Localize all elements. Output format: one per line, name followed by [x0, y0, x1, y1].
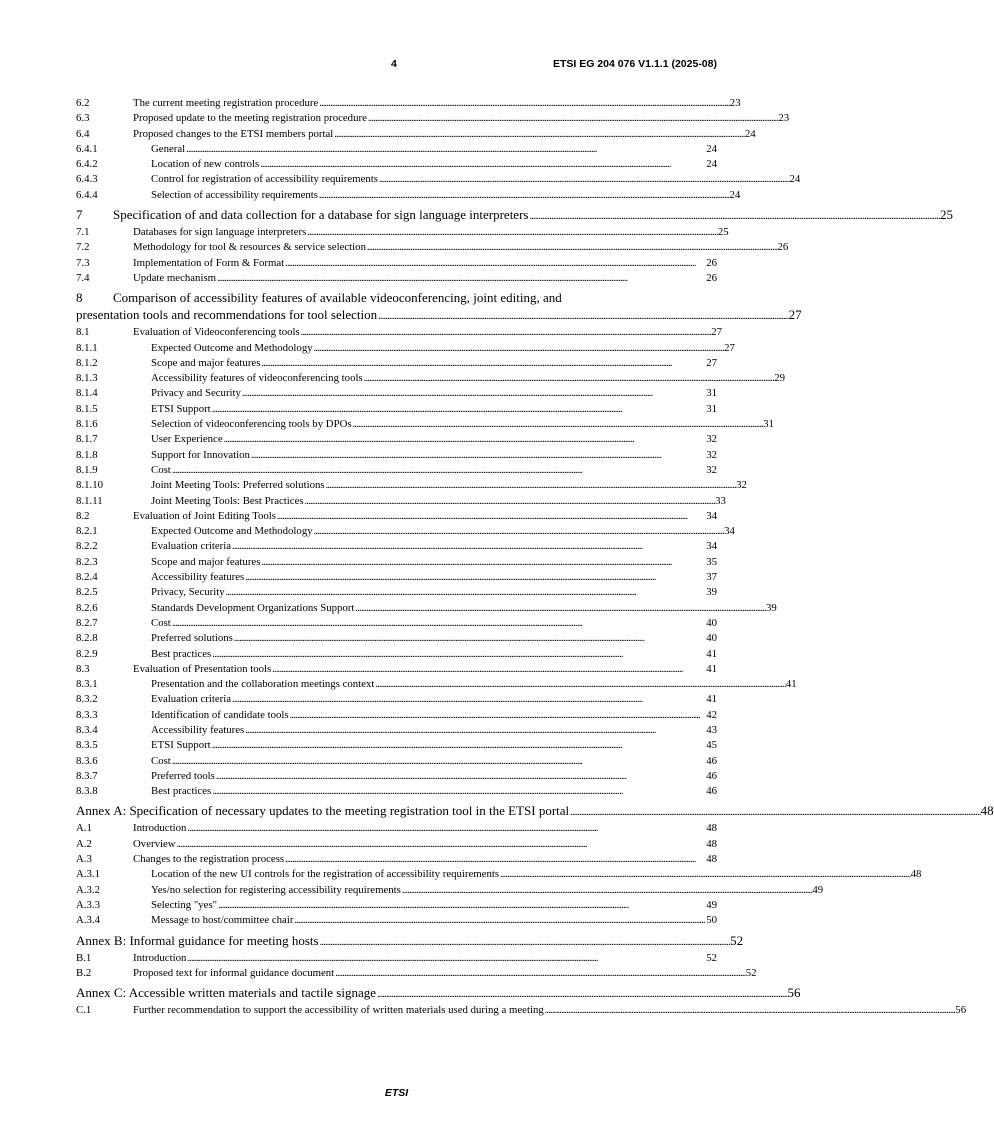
toc-entry[interactable]: [76, 570, 717, 585]
toc-entry-number: A.3.4: [76, 914, 100, 927]
toc-entry-number: 6.4.3: [76, 173, 98, 186]
toc-entry-section-8[interactable]: [76, 289, 802, 325]
toc-leader-dots: [570, 802, 980, 821]
toc-leader-dots: [367, 240, 777, 255]
toc-entry[interactable]: [76, 509, 717, 524]
toc-entry-number: 8.1.6: [76, 418, 98, 431]
toc-entry-page: 56: [955, 1004, 967, 1017]
toc-entry[interactable]: [76, 769, 717, 784]
toc-entry-number: 8.2.1: [76, 525, 98, 538]
toc-leader-dots: [216, 769, 705, 784]
toc-entry[interactable]: [76, 784, 717, 799]
toc-entry[interactable]: [76, 616, 717, 631]
toc-entry[interactable]: [76, 723, 717, 738]
toc-entry-title: Evaluation criteria: [151, 693, 232, 706]
toc-entry[interactable]: [76, 356, 717, 371]
toc-entry[interactable]: [76, 172, 801, 187]
toc-leader-dots: [261, 555, 705, 570]
toc-entry[interactable]: [76, 677, 797, 692]
toc-entry-title: Accessibility features of videoconferencing tools: [151, 372, 363, 385]
toc-entry-page: 52: [706, 951, 717, 964]
toc-entry-page: 37: [706, 571, 717, 584]
toc-leader-dots: [177, 837, 706, 852]
toc-entry-title: Annex B: Informal guidance for meeting hosts: [76, 932, 319, 948]
toc-entry-page: 40: [706, 632, 717, 645]
toc-leader-dots: [290, 708, 706, 723]
toc-entry-title: Cost: [151, 463, 171, 476]
toc-leader-dots: [334, 127, 744, 142]
toc-entry[interactable]: [76, 127, 756, 142]
toc-entry[interactable]: [76, 631, 717, 646]
toc-entry-number: 8.2.3: [76, 555, 98, 568]
toc-entry[interactable]: [76, 852, 717, 867]
toc-entry[interactable]: [76, 951, 717, 966]
toc-entry-title: Privacy, Security: [151, 586, 225, 599]
toc-entry-title: Identification of candidate tools: [151, 708, 289, 721]
toc-entry-page: 32: [706, 433, 717, 446]
toc-leader-dots: [218, 898, 705, 913]
toc-entry-page: 24: [706, 158, 717, 171]
toc-entry-number: A.3: [76, 853, 92, 866]
toc-entry[interactable]: [76, 601, 777, 616]
toc-leader-dots: [355, 601, 765, 616]
toc-entry-number: 7: [76, 207, 83, 223]
toc-entry-page: 23: [729, 97, 741, 109]
toc-entry-title: Databases for sign language interpreters: [133, 226, 307, 239]
toc-entry[interactable]: [76, 111, 790, 126]
toc-entry-page: 24: [744, 127, 756, 140]
toc-entry[interactable]: [76, 555, 717, 570]
toc-entry-number: 8.1.10: [76, 479, 103, 492]
toc-entry-page: 48: [706, 837, 717, 850]
toc-leader-dots: [314, 524, 724, 539]
toc-entry-title: The current meeting registration procedure: [133, 97, 319, 109]
toc-entry-title: Presentation and the collaboration meetings context: [151, 678, 375, 691]
toc-entry[interactable]: [76, 206, 953, 225]
toc-entry[interactable]: [76, 417, 774, 432]
toc-entry[interactable]: [76, 157, 717, 172]
toc-leader-dots: [307, 225, 717, 240]
toc-entry-title: Scope and major features: [151, 555, 261, 568]
toc-entry[interactable]: [76, 662, 717, 677]
toc-entry-page: 25: [939, 207, 953, 223]
toc-entry-page: 40: [706, 616, 717, 629]
toc-entry-page: 29: [774, 372, 785, 385]
toc-entry-page: 27: [711, 326, 723, 339]
toc-entry-page: 26: [777, 241, 789, 254]
toc-entry-page: 48: [706, 853, 717, 866]
toc-entry-page: 25: [717, 226, 729, 239]
toc-leader-dots: [212, 738, 706, 753]
toc-entry-page: 39: [765, 601, 777, 614]
toc-entry-page: 45: [706, 739, 717, 752]
toc-entry-title: Selecting "yes": [151, 898, 218, 911]
toc-entry-title: Expected Outcome and Methodology: [151, 525, 313, 538]
toc-leader-dots: [320, 932, 730, 951]
toc-entry[interactable]: [76, 432, 717, 447]
toc-entry-title: Selection of accessibility requirements: [151, 188, 318, 201]
toc-entry-title: Preferred solutions: [151, 632, 233, 645]
toc-leader-dots: [212, 784, 705, 799]
toc-entry-number: 8.3.6: [76, 754, 98, 767]
toc-entry-number: B.1: [76, 951, 92, 964]
toc-entry-title: Specification of and data collection for a database for sign language interpreters: [113, 207, 529, 223]
toc-entry-number: A.3.1: [76, 868, 100, 881]
toc-entry-number: 8.3.8: [76, 785, 98, 798]
toc-entry-page: 34: [724, 525, 735, 538]
toc-entry-number: 7.1: [76, 226, 90, 239]
toc-entry-page: 35: [706, 555, 717, 568]
toc-entry[interactable]: [76, 448, 717, 463]
toc-leader-dots: [172, 754, 705, 769]
toc-entry-title: Location of the new UI controls for the registration of accessibility requirements: [151, 868, 500, 881]
toc-entry-number: 8.2.6: [76, 601, 98, 614]
toc-leader-dots: [402, 883, 812, 898]
toc-leader-dots: [187, 951, 705, 966]
toc-entry-title: Privacy and Security: [151, 387, 241, 400]
toc-leader-dots: [529, 206, 939, 225]
toc-entry-page: 23: [778, 112, 790, 125]
toc-entry[interactable]: [76, 494, 726, 509]
toc-entry[interactable]: [76, 142, 717, 157]
toc-entry[interactable]: [76, 821, 717, 836]
toc-leader-dots: [272, 662, 705, 677]
toc-leader-dots: [285, 852, 705, 867]
toc-entry-page: 31: [706, 387, 717, 400]
toc-leader-dots: [314, 341, 724, 356]
toc-entry-number: 8.1.7: [76, 433, 98, 446]
toc-entry-page: 32: [706, 448, 717, 461]
toc-entry-page: 46: [706, 785, 717, 798]
toc-entry-page: 41: [706, 647, 717, 660]
toc-entry[interactable]: [76, 898, 717, 913]
toc-entry-number: 8.1.11: [76, 494, 103, 507]
toc-entry-number: 6.2: [76, 97, 90, 109]
toc-leader-dots: [242, 386, 705, 401]
toc-entry-title: Methodology for tool & resources & service selection: [133, 241, 366, 254]
toc-entry-page: 43: [706, 723, 717, 736]
toc-leader-dots: [187, 821, 705, 836]
toc-leader-dots: [377, 984, 787, 1003]
toc-entry[interactable]: [76, 1003, 967, 1018]
toc-entry-number: 8.3.7: [76, 769, 98, 782]
toc-entry[interactable]: [76, 225, 729, 240]
toc-entry[interactable]: [76, 463, 717, 478]
toc-leader-dots: [364, 371, 774, 386]
toc-entry-page: 49: [706, 898, 717, 911]
toc-entry-number: 8.3.3: [76, 708, 98, 721]
toc-entry-number: 8.3.5: [76, 739, 98, 752]
toc-entry-title: Accessibility features: [151, 723, 245, 736]
toc-entry-number: 8.3.2: [76, 693, 98, 706]
toc-entry-page: 32: [706, 463, 717, 476]
toc-leader-dots: [545, 1003, 955, 1018]
toc-entry-title: Overview: [133, 837, 176, 850]
toc-entry-title: ETSI Support: [151, 739, 211, 752]
toc-entry-number: 8.2.7: [76, 616, 98, 629]
toc-entry-number: 8.3.1: [76, 678, 98, 691]
toc-entry-number: 6.4: [76, 127, 90, 140]
toc-entry-title: User Experience: [151, 433, 223, 446]
toc-leader-dots: [285, 256, 705, 271]
toc-entry-number: 8.3.4: [76, 723, 98, 736]
toc-entry-number: 6.3: [76, 112, 90, 125]
page-header: [0, 58, 793, 72]
toc-entry-title: Implementation of Form & Format: [133, 256, 285, 269]
toc-entry-title: Proposed changes to the ETSI members portal: [133, 127, 334, 140]
toc-entry[interactable]: [76, 341, 735, 356]
toc-entry[interactable]: [76, 96, 741, 111]
toc-entry-title: Selection of videoconferencing tools by DPOs: [151, 418, 352, 431]
toc-leader-dots: [319, 96, 729, 111]
toc-entry-number: A.3.2: [76, 883, 100, 896]
toc-entry-title: Annex C: Accessible written materials and tactile signage: [76, 985, 376, 1001]
page-footer: ETSI: [384, 1087, 409, 1099]
toc-entry-page: 34: [706, 509, 717, 522]
toc-entry[interactable]: [76, 371, 785, 386]
toc-entry[interactable]: [76, 256, 717, 271]
toc-entry-title: Best practices: [151, 647, 212, 660]
toc-entry-page: 41: [706, 693, 717, 706]
toc-entry[interactable]: [76, 867, 922, 882]
toc-entry-number: C.1: [76, 1004, 92, 1017]
toc-entry-title: Support for Innovation: [151, 448, 250, 461]
toc-entry-number: 8.2.8: [76, 632, 98, 645]
toc-leader-dots: [319, 188, 729, 203]
toc-leader-dots: [294, 913, 705, 928]
toc-entry-title: Cost: [151, 754, 171, 767]
toc-entry[interactable]: [76, 325, 723, 340]
table-of-contents: [76, 96, 994, 1018]
toc-entry[interactable]: [76, 386, 717, 401]
toc-entry[interactable]: [76, 478, 747, 493]
toc-leader-dots: [353, 417, 763, 432]
toc-leader-dots: [245, 723, 705, 738]
toc-leader-dots: [245, 570, 705, 585]
toc-entry-number: 8: [76, 290, 83, 306]
toc-leader-dots: [186, 142, 705, 157]
toc-leader-dots: [212, 402, 706, 417]
toc-entry-number: 8.2.2: [76, 540, 98, 553]
toc-entry-title: Introduction: [133, 951, 187, 964]
toc-leader-dots: [368, 111, 778, 126]
toc-entry-page: 46: [706, 769, 717, 782]
toc-leader-dots: [226, 585, 706, 600]
toc-leader-dots: [232, 539, 705, 554]
toc-entry-title: Introduction: [133, 822, 187, 835]
toc-entry-page: 42: [706, 708, 717, 721]
toc-entry[interactable]: [76, 271, 717, 286]
toc-entry-number: 8.2: [76, 509, 90, 522]
toc-leader-dots: [261, 356, 705, 371]
toc-entry-title: Yes/no selection for registering accessibility requirements: [151, 883, 401, 896]
toc-leader-dots: [375, 677, 785, 692]
toc-entry-page: 24: [729, 188, 741, 201]
document-reference: ETSI EG 204 076 V1.1.1 (2025-08): [552, 58, 717, 70]
toc-entry-page: 27: [706, 356, 717, 369]
toc-entry-page: 32: [736, 479, 747, 492]
toc-entry-title: Location of new controls: [151, 158, 260, 171]
page-number: 4: [391, 58, 397, 70]
toc-entry-page: 39: [706, 586, 717, 599]
toc-entry-number: 8.2.9: [76, 647, 98, 660]
toc-entry[interactable]: [76, 837, 717, 852]
toc-entry-title: Further recommendation to support the accessibility of written materials used during a meeting: [133, 1004, 544, 1017]
toc-leader-dots: [260, 157, 705, 172]
toc-entry-page: 48: [706, 822, 717, 835]
toc-entry[interactable]: [76, 524, 735, 539]
toc-entry-title: Annex A: Specification of necessary updates to the meeting registration tool in the ETSI portal: [76, 803, 570, 819]
toc-entry-title: Evaluation of Videoconferencing tools: [133, 326, 300, 339]
toc-entry[interactable]: [76, 966, 757, 981]
toc-entry-page: 49: [812, 883, 824, 896]
toc-entry-number: 6.4.1: [76, 142, 98, 155]
toc-leader-dots: [301, 325, 711, 340]
toc-leader-dots: [277, 509, 705, 524]
toc-entry[interactable]: [76, 585, 717, 600]
toc-entry-title: Update mechanism: [133, 271, 217, 284]
toc-leader-dots: [500, 867, 910, 882]
toc-entry[interactable]: [76, 647, 717, 662]
toc-entry-number: B.2: [76, 966, 92, 979]
toc-entry[interactable]: [76, 932, 744, 951]
toc-entry-number: 7.4: [76, 271, 90, 284]
toc-top-group: [76, 96, 953, 286]
toc-entry-page: 34: [706, 540, 717, 553]
toc-entry-number: 8.3: [76, 662, 90, 675]
toc-entry-page: 52: [745, 966, 757, 979]
toc-entry-number: 8.1.1: [76, 341, 98, 354]
toc-entry-title: Cost: [151, 616, 171, 629]
toc-entry-title: Standards Development Organizations Support: [151, 601, 355, 614]
toc-entry-title: Preferred tools: [151, 769, 215, 782]
toc-entry[interactable]: [76, 802, 994, 821]
toc-leader-dots: [217, 271, 705, 286]
toc-entry-page: 41: [785, 678, 797, 691]
toc-entry-number: 8.1.4: [76, 387, 98, 400]
toc-leader-dots: [378, 306, 788, 325]
toc-entry-page: 31: [706, 402, 717, 415]
toc-entry-page: 24: [706, 142, 717, 155]
toc-entry-number: 8.1.2: [76, 356, 98, 369]
toc-entry[interactable]: [76, 188, 741, 203]
toc-entry-number: 7.2: [76, 241, 90, 254]
toc-entry-number: A.3.3: [76, 898, 100, 911]
toc-entry[interactable]: [76, 692, 717, 707]
toc-entry-title: Joint Meeting Tools: Best Practices: [151, 494, 304, 507]
toc-entry-title: Best practices: [151, 785, 212, 798]
toc-entry-title: Joint Meeting Tools: Preferred solutions: [151, 479, 325, 492]
toc-leader-dots: [224, 432, 706, 447]
toc-entry[interactable]: [76, 754, 717, 769]
toc-entry-title-line2: presentation tools and recommendations for tool selection: [76, 307, 378, 323]
toc-leader-dots: [172, 616, 705, 631]
toc-entry-title: Expected Outcome and Methodology: [151, 341, 313, 354]
toc-entry-title: Evaluation criteria: [151, 540, 232, 553]
toc-entry-number: 8.1: [76, 326, 90, 339]
toc-entry[interactable]: [76, 708, 717, 723]
toc-entry-number: 6.4.4: [76, 188, 98, 201]
toc-entry-number: 6.4.2: [76, 158, 98, 171]
toc-entry[interactable]: [76, 738, 717, 753]
toc-entry-title-line1: Comparison of accessibility features of available videoconferencing, joint editing, and: [113, 290, 562, 306]
toc-entry-title: General: [151, 142, 186, 155]
toc-leader-dots: [326, 478, 736, 493]
toc-entry-number: 8.1.9: [76, 463, 98, 476]
toc-mid-group: [76, 325, 994, 1018]
toc-entry-page: 27: [788, 307, 802, 323]
toc-leader-dots: [172, 463, 705, 478]
toc-entry-title: Changes to the registration process: [133, 853, 285, 866]
toc-entry-page: 33: [715, 494, 726, 507]
toc-leader-dots: [232, 692, 705, 707]
toc-entry[interactable]: [76, 402, 717, 417]
toc-entry-title: Evaluation of Joint Editing Tools: [133, 509, 276, 522]
toc-entry[interactable]: [76, 913, 717, 928]
toc-entry-number: 8.1.3: [76, 372, 98, 385]
toc-entry-number: A.2: [76, 837, 92, 850]
toc-entry-page: 26: [706, 256, 717, 269]
toc-leader-dots: [212, 647, 705, 662]
toc-entry-page: 24: [789, 173, 801, 186]
toc-leader-dots: [379, 172, 789, 187]
toc-entry-page: 48: [910, 868, 922, 881]
toc-entry[interactable]: [76, 984, 801, 1003]
toc-entry[interactable]: [76, 883, 824, 898]
toc-entry-title: Evaluation of Presentation tools: [133, 662, 272, 675]
toc-entry-title: ETSI Support: [151, 402, 211, 415]
toc-leader-dots: [305, 494, 715, 509]
toc-entry-title: Accessibility features: [151, 571, 245, 584]
toc-entry-number: A.1: [76, 822, 92, 835]
toc-leader-dots: [251, 448, 705, 463]
toc-entry-title: Scope and major features: [151, 356, 261, 369]
toc-entry-number: 7.3: [76, 256, 90, 269]
toc-leader-dots: [335, 966, 745, 981]
toc-entry-number: 8.1.8: [76, 448, 98, 461]
toc-entry-number: 8.2.5: [76, 586, 98, 599]
toc-entry-page: 31: [763, 418, 774, 431]
toc-entry-title: Control for registration of accessibility requirements: [151, 173, 378, 186]
toc-entry-page: 46: [706, 754, 717, 767]
toc-entry[interactable]: [76, 539, 717, 554]
toc-entry-title: Message to host/committee chair: [151, 914, 294, 927]
toc-entry-page: 26: [706, 271, 717, 284]
toc-entry-page: 50: [706, 914, 717, 927]
toc-entry-number: 8.1.5: [76, 402, 98, 415]
toc-entry-page: 27: [724, 341, 735, 354]
toc-entry-page: 41: [706, 662, 717, 675]
toc-entry-page: 48: [980, 803, 994, 819]
toc-entry-number: 8.2.4: [76, 571, 98, 584]
toc-entry[interactable]: [76, 240, 789, 255]
toc-entry-title: Proposed text for informal guidance document: [133, 966, 335, 979]
toc-entry-title: Proposed update to the meeting registration procedure: [133, 112, 367, 125]
toc-entry-page: 56: [787, 985, 801, 1001]
toc-leader-dots: [234, 631, 705, 646]
toc-entry-page: 52: [730, 932, 744, 948]
